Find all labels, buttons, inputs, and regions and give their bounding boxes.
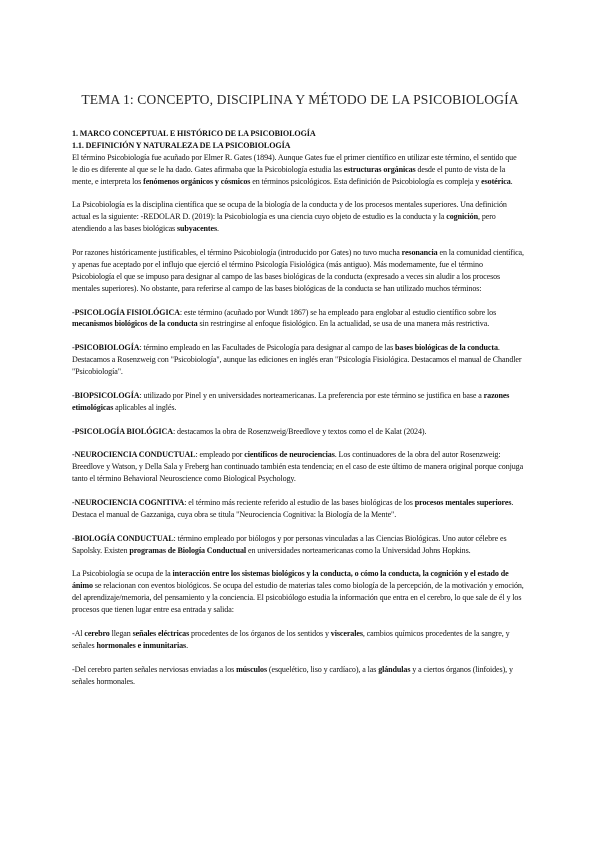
section-heading: 1. MARCO CONCEPTUAL E HISTÓRICO DE LA PSICOBIOLOGÍA — [72, 129, 316, 138]
term-psicobiologia: -PSICOBIOLOGÍA: término empleado en las Facultades de Psicología para designar al campo de las bases biológicas de la conducta. Destacamos a Rosenzweig con "Psicobiología", aunque las ediciones en inglés eran "Psicología Fisiológica. Destacamos el manual de Chandler "Psicobiología". — [72, 343, 522, 377]
paragraph-brain-inputs: -Al cerebro llegan señales eléctricas procedentes de los órganos de los sentidos y viscerales, cambios químicos procedentes de la sangre, y señales hormonales e inmunitarias. — [72, 628, 510, 650]
term-psicologia-fisiologica: -PSICOLOGÍA FISIOLÓGICA: este término (acuñado por Wundt 1867) se ha empleado para englobar al estudio científico sobre los mecanismos biológicos de la conducta sin restringirse al enfoque fisiológico. En la actualidad, se usa de una manera más restrictiva. — [72, 307, 497, 329]
paragraph-current-definition: La Psicobiología es la disciplina científica que se ocupa de la biología de la conducta y de los procesos mentales superiores. Una definición actual es la siguiente: -REDOLAR D. (2019): la Psicobiología es una ciencia cuyo objeto de estudio es la conducta y la cognición, pero atendiendo a las bases biológicas subyacentes. — [72, 200, 507, 234]
paragraph-brain-outputs: -Del cerebro parten señales nerviosas enviadas a los músculos (esquelético, liso y cardíaco), a las glándulas y a ciertos órganos (linfoides), y señales hormonales. — [72, 664, 513, 686]
term-biopsicologia: -BIOPSICOLOGÍA: utilizado por Pinel y en universidades norteamericanas. La preferencia por este término se justifica en base a razones etimológicas aplicables al inglés. — [72, 390, 510, 412]
paragraph-terminology-history: Por razones históricamente justificables, el término Psicobiología (introducido por Gates) no tuvo mucha resonancia en la comunidad científica, y apenas fue aceptado por el influjo que ejerció el término Psicología Fisiológica (más antiguo). Más modernamente, fue el término Psicobiología el que se impuso para designar al campo de las bases biológicas de la conducta (expresado a veces sin aludir a los procesos mentales superiores). No obstante, para referirse al campo de las bases biológicas de la conducta se han utilizado muchos términos: — [72, 248, 524, 293]
subsection-heading: 1.1. DEFINICIÓN Y NATURALEZA DE LA PSICOBIOLOGÍA — [72, 140, 291, 150]
paragraph-gates-definition: El término Psicobiología fue acuñado por Elmer R. Gates (1894). Aunque Gates fue el primer científico en utilizar este término, el sentido que le dio es diferente al que se le ha dado. Gates afirmaba que la Psicobiología estudia las estructuras orgánicas desde el punto de vista de la mente, e interpreta los fenómenos orgánicos y cósmicos en términos psicológicos. Esta definición de Psicobiología es compleja y esotérica. — [72, 152, 517, 186]
term-neurociencia-cognitiva: -NEUROCIENCIA COGNITIVA: el término más reciente referido al estudio de las bases biológicas de los procesos mentales superiores. Destaca el manual de Gazzaniga, cuya obra se titula "Neurociencia Cognitiva: la Biología de la Mente". — [72, 497, 514, 519]
paragraph-scope: La Psicobiología se ocupa de la interacción entre los sistemas biológicos y la conducta, o cómo la conducta, la cognición y el estado de ánimo se relacionan con eventos biológicos. Se ocupa del estudio de materias tales como biología de la percepción, de la motivación y emoción, del aprendizaje/memoria, del pensamiento y la conciencia. El psicobiólogo estudia la información que entra en el cerebro, lo que sale de él y los procesos que tienen lugar entre esa entrada y salida: — [72, 569, 524, 615]
document-body — [72, 128, 524, 687]
term-psicologia-biologica: -PSICOLOGÍA BIOLÓGICA: destacamos la obra de Rosenzweig/Breedlove y textos como el de Kalat (2024). — [72, 426, 427, 436]
term-neurociencia-conductual: -NEUROCIENCIA CONDUCTUAL: empleado por científicos de neurociencias. Los continuadores de la obra del autor Rosenzweig: Breedlove y Watson, y Della Sala y Freberg han continuado también esta tendencia; en el caso de este último de manera original porque conjuga tanto el término Behavioral Neuroscience como Biological Psychology. — [72, 450, 524, 484]
term-biologia-conductual: -BIOLOGÍA CONDUCTUAL: término empleado por biólogos y por personas vinculadas a las Ciencias Biológicas. Uno autor célebre es Sapolsky. Existen programas de Biología Conductual en universidades norteamericanas como la Universidad Johns Hopkins. — [72, 533, 507, 555]
document-title: TEMA 1: CONCEPTO, DISCIPLINA Y MÉTODO DE LA PSICOBIOLOGÍA — [81, 92, 519, 107]
